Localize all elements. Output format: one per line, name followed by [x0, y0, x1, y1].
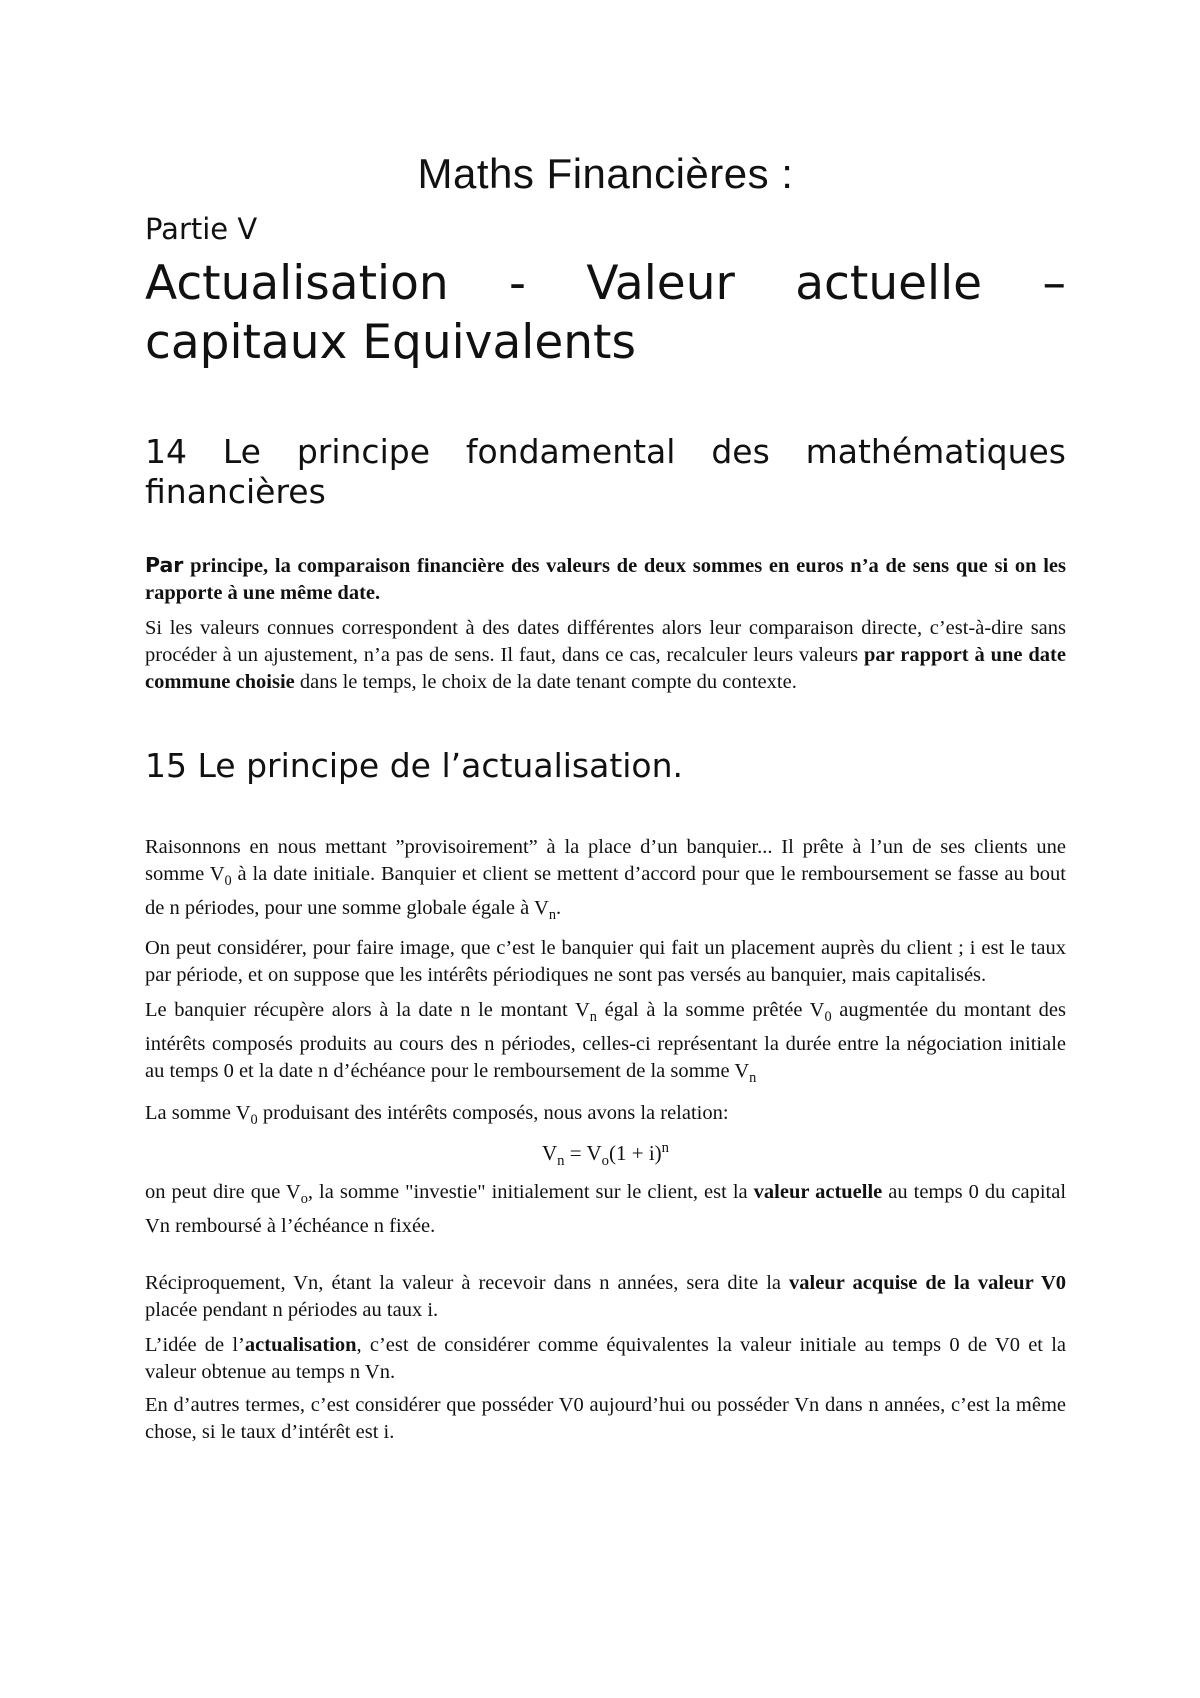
section-14-heading: 14 Le principe fondamental des mathématiques financières: [145, 432, 1066, 511]
section-15-paragraph-5: [145, 1179, 1066, 1240]
subscript: o: [601, 1153, 609, 1170]
compound-interest-formula: [145, 1140, 1066, 1170]
part-title: Actualisation - Valeur actuelle – capitaux Equivalents: [145, 256, 1066, 370]
subscript: 0: [250, 1112, 258, 1129]
text-run: , c’est de considérer comme équivalentes la valeur initiale au temps 0 de V0 et la valeur obtenue au temps n Vn.: [145, 1333, 1066, 1383]
bold-run: valeur acquise de la valeur V0: [789, 1271, 1067, 1294]
formula-term: V: [541, 1141, 558, 1166]
section-15-paragraph-1: [145, 834, 1066, 929]
subscript: n: [557, 1153, 565, 1170]
document-title: Maths Financières :: [417, 150, 794, 197]
text-run: , la somme "investie" initialement sur le client, est la: [307, 1180, 754, 1203]
section-15-paragraph-6: [145, 1270, 1066, 1324]
text-run: produisant des intérêts composés, nous avons la relation:: [257, 1102, 729, 1125]
bold-run: actualisation: [244, 1333, 357, 1356]
section-15-heading: 15 Le principe de l’actualisation.: [145, 746, 684, 785]
text-run: L’idée de l’: [145, 1333, 245, 1356]
text-run: Le banquier récupère alors à la date n le montant V: [145, 999, 590, 1022]
subscript: 0: [224, 873, 232, 890]
text-run: placée pendant n périodes au taux i.: [145, 1298, 439, 1321]
part-label: Partie V: [145, 212, 258, 246]
section-15-paragraph-3: [145, 997, 1066, 1092]
text-run: Réciproquement, Vn, étant la valeur à recevoir dans n années, sera dite la: [145, 1271, 790, 1294]
section-15-paragraph-4: [145, 1100, 1066, 1134]
subscript: n: [589, 1009, 597, 1026]
text-run: augmentée du montant des intérêts composés produits au cours des n périodes, celles-ci représentant la durée entre la négociation initiale au temps 0 et la date n d’échéance pour le remboursement de la somme V: [145, 999, 1066, 1083]
text-run: égal à la somme prêtée V: [596, 999, 825, 1022]
section-14-paragraph-2: [145, 615, 1066, 696]
exponent: n: [661, 1140, 669, 1157]
section-15-paragraph-7: [145, 1332, 1066, 1386]
text-run: on peut dire que V: [145, 1180, 301, 1203]
text-run: Si les valeurs connues correspondent à des dates différentes alors leur comparaison directe, c’est-à-dire sans procéder à un ajustement, n’a pas de sens. Il faut, dans ce cas, recalculer leurs valeurs: [145, 617, 1066, 666]
section-14-paragraph-1: [145, 552, 1066, 607]
subscript: o: [300, 1190, 308, 1207]
section-15-paragraph-2: On peut considérer, pour faire image, que c’est le banquier qui fait un placement auprès du client ; i est le taux par période, et on suppose que les intérêts périodiques ne sont pas versés au banquier, mais capitalisés.: [145, 937, 1066, 987]
text-run: .: [555, 897, 562, 920]
subscript: n: [548, 907, 556, 924]
text-run: La somme V: [145, 1102, 251, 1125]
text-run: au temps 0 du capital Vn remboursé à l’échéance n fixée.: [145, 1180, 1067, 1237]
text-run: à la date initiale. Banquier et client se mettent d’accord pour que le remboursement se fasse au bout de n périodes, pour une somme globale égale à V: [145, 863, 1066, 920]
bold-run: valeur actuelle: [753, 1180, 883, 1203]
formula-term: = V: [564, 1141, 602, 1166]
formula-term: (1 + i): [608, 1141, 662, 1166]
text-run: Raisonnons en nous mettant ”provisoirement” à la place d’un banquier... Il prête à l’un de ses clients une somme V: [145, 836, 1066, 885]
bold-run: par rapport à une date commune choisie: [145, 644, 1066, 693]
subscript: 0: [824, 1009, 832, 1026]
principle-statement: principe, la comparaison financière des valeurs de deux sommes en euros n’a de sens que si on les rapporte à une même date.: [145, 555, 1066, 604]
text-run: dans le temps, le choix de la date tenant compte du contexte.: [294, 671, 797, 693]
subscript: n: [749, 1070, 757, 1087]
section-15-paragraph-8: En d’autres termes, c’est considérer que posséder V0 aujourd’hui ou posséder Vn dans n années, c’est la même chose, si le taux d’intérêt est i.: [145, 1393, 1066, 1443]
paragraph-lead-word: Par: [145, 553, 184, 577]
